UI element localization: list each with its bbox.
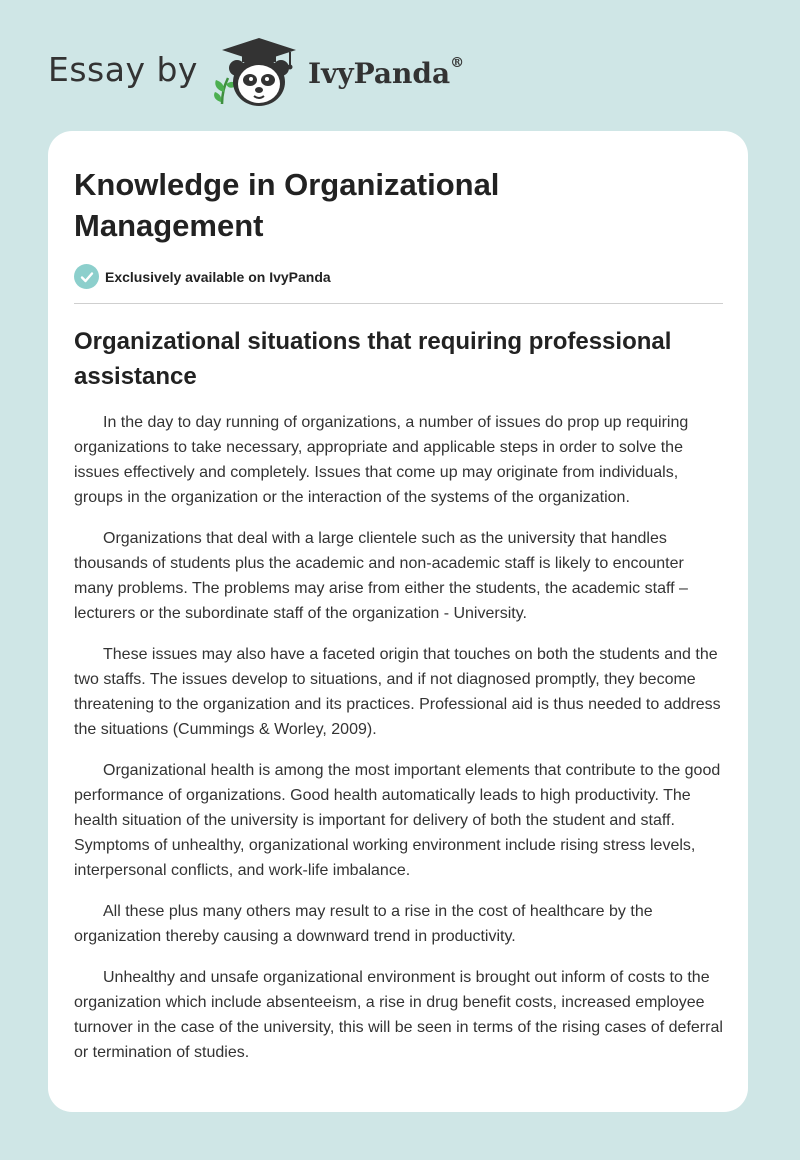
article-card: [48, 131, 748, 1112]
essay-by-label: Essay by: [48, 49, 198, 89]
divider: [74, 303, 723, 304]
brand-name: IvyPanda®: [307, 54, 465, 90]
check-icon: [74, 264, 99, 289]
paragraph: Organizational health is among the most important elements that contribute to the good performance of organizations. Good health automatically leads to high productivity. The health situation of the university is important for delivery of both the student and staff. Symptoms of unhealthy, organizational working environment include rising stress levels, interpersonal conflicts, and work-life imbalance.: [74, 762, 721, 879]
section-heading: Organizational situations that requiring professional assistance: [74, 328, 672, 390]
paragraph: All these plus many others may result to a rise in the cost of healthcare by the organization thereby causing a downward trend in productivity.: [74, 903, 653, 945]
paragraph: Organizations that deal with a large clientele such as the university that handles thousands of students plus the academic and non-academic staff is likely to encounter many problems. The problems may arise from either the students, the academic staff – lecturers or the subordinate staff of the organization - University.: [74, 530, 688, 622]
paragraph: Unhealthy and unsafe organizational environment is brought out inform of costs to the organization which include absenteeism, a rise in drug benefit costs, increased employee turnover in the case of the university, this will be seen in terms of the rising cases of deferral or termination of studies.: [74, 969, 723, 1061]
exclusive-badge-text: Exclusively available on IvyPanda: [105, 268, 331, 285]
exclusive-badge: [74, 264, 331, 289]
registered-mark: ®: [450, 54, 465, 71]
article-title: Knowledge in Organizational Management: [74, 167, 500, 243]
panda-mascot-icon: [212, 34, 304, 110]
paragraph: These issues may also have a faceted origin that touches on both the students and the two staffs. The issues develop to situations, and if not diagnosed promptly, they become threatening to the organization and its practices. Professional aid is thus needed to address the situations (Cummings & Worley, 2009).: [74, 646, 721, 738]
paragraph: In the day to day running of organizations, a number of issues do prop up requiring organizations to take necessary, appropriate and applicable steps in order to solve the issues effectively and completely. Issues that come up may originate from individuals, groups in the organization or the interaction of the systems of the organization.: [74, 414, 689, 506]
ivypanda-logo[interactable]: [212, 34, 464, 110]
site-header: [48, 32, 528, 112]
article-body: [74, 410, 723, 1081]
